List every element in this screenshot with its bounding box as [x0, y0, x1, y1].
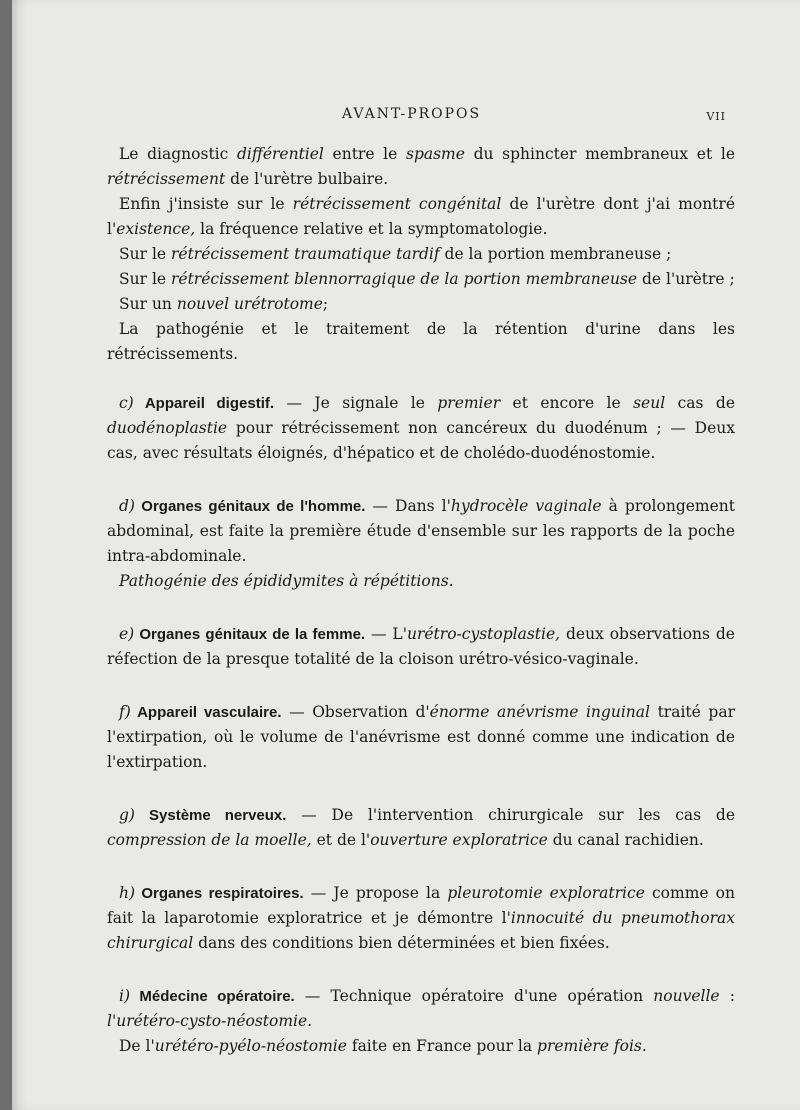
italic-run: énorme anévrisme inguinal	[429, 703, 650, 721]
italic-run: rétrécissement congénital	[292, 195, 502, 213]
italic-run: première fois.	[537, 1037, 647, 1055]
italic-run: nouvel urétrotome	[176, 295, 323, 313]
text-run: et encore le	[500, 394, 634, 412]
italic-run: seul	[633, 394, 666, 412]
text-run: cas de	[665, 394, 735, 412]
text-run: dans des conditions bien déterminées et bien fixées.	[193, 934, 610, 952]
section-h	[107, 881, 735, 956]
section-i	[107, 984, 735, 1034]
text-run: Sur le	[119, 245, 171, 263]
paragraph-urethrotome	[107, 292, 735, 317]
text-run: entre le	[323, 145, 406, 163]
italic-run: ouverture exploratrice	[370, 831, 548, 849]
section-c	[107, 391, 735, 466]
paragraph-epididymites	[107, 569, 735, 594]
text-run: de l'urètre bulbaire.	[225, 170, 389, 188]
section-g	[107, 803, 735, 853]
italic-run: rétrécissement traumatique tardif	[171, 245, 440, 263]
text-run: De l'	[119, 1037, 155, 1055]
italic-run: innocuité du pneumothorax chirurgical	[107, 909, 735, 952]
text-run: du sphincter membraneux et le	[464, 145, 735, 163]
section-letter: c)	[119, 394, 134, 412]
paragraph-pathogenie: La pathogénie et le traitement de la rétention d'urine dans les rétrécissements.	[107, 320, 735, 363]
text-run: — Dans l'	[365, 497, 451, 515]
section-letter: h)	[119, 884, 136, 902]
text-run: — Je signale le	[274, 394, 438, 412]
text-run: Sur un	[119, 295, 177, 313]
italic-run: urétro-cystoplastie,	[406, 625, 561, 643]
italic-run: l'urétéro-cysto-néostomie.	[107, 1012, 313, 1030]
section-heading: Appareil digestif.	[133, 395, 275, 412]
section-letter: i)	[119, 987, 131, 1005]
text-run: — Je propose la	[303, 884, 448, 902]
text-run: de la portion membraneuse ;	[439, 245, 672, 263]
section-e	[107, 622, 735, 672]
italic-run: pleurotomie exploratrice	[447, 884, 645, 902]
text-run: — De l'intervention chirurgicale sur les cas de	[286, 806, 735, 824]
paragraph-blennorragique	[107, 267, 735, 292]
text-run: faite en France pour la	[346, 1037, 538, 1055]
body-text	[107, 142, 735, 1059]
text-run: ;	[322, 295, 329, 313]
italic-run: duodénoplastie	[107, 419, 228, 437]
text-run: à prolongement abdominal, est faite la première étude d'ensemble sur les rapports de la poche intra-abdominale.	[107, 497, 736, 565]
section-letter: g)	[119, 806, 135, 824]
text-run: de l'urètre ;	[637, 270, 735, 288]
section-heading: Organes respiratoires.	[135, 885, 304, 902]
text-run: pour rétrécissement non cancéreux du duodénum ; — Deux cas, avec résultats éloignés, d'hépatico et de cholédo-duodénostomie.	[107, 419, 735, 462]
section-heading: Organes génitaux de la femme.	[134, 626, 366, 643]
section-f	[107, 700, 735, 775]
section-letter: f)	[119, 703, 131, 721]
text-run: de l'urètre dont j'ai montré l'	[107, 195, 735, 238]
paragraph-traumatique	[107, 242, 735, 267]
italic-run: premier	[437, 394, 501, 412]
section-letter: d)	[119, 497, 135, 515]
italic-run: nouvelle	[653, 987, 720, 1005]
text-run: — L'	[365, 625, 407, 643]
book-page	[12, 0, 800, 1110]
italic-run: spasme	[405, 145, 465, 163]
italic-run: hydrocèle vaginale	[450, 497, 602, 515]
text-run: Sur le	[119, 270, 171, 288]
italic-run: compression de la moelle,	[107, 831, 312, 849]
paragraph-pyelo-neostomie	[107, 1034, 735, 1059]
section-heading: Appareil vasculaire.	[130, 704, 282, 721]
text-run: la fréquence relative et la symptomatologie.	[195, 220, 548, 238]
section-heading: Système nerveux.	[134, 807, 287, 824]
text-run: Enfin j'insiste sur le	[119, 195, 293, 213]
running-title: AVANT-PROPOS	[342, 106, 482, 122]
italic-run: Pathogénie des épididymites à répétitions.	[119, 572, 454, 590]
text-run: — Technique opératoire d'une opération	[294, 987, 654, 1005]
text-run: et de l'	[311, 831, 371, 849]
text-run: :	[719, 987, 735, 1005]
italic-run: existence,	[116, 220, 196, 238]
italic-run: urétéro-pyélo-néostomie	[154, 1037, 347, 1055]
paragraph-congenital	[107, 192, 735, 242]
text-run: du canal rachidien.	[547, 831, 704, 849]
text-run: Le diagnostic	[119, 145, 237, 163]
text-run: — Observation d'	[281, 703, 430, 721]
italic-run: différentiel	[236, 145, 324, 163]
section-heading: Organes génitaux de l'homme.	[134, 498, 366, 515]
text-run: comme on fait la laparotomie exploratrice et je démontre l'	[107, 884, 735, 927]
section-d	[107, 494, 735, 569]
page-number: VII	[706, 110, 726, 123]
text-run: traité par l'extirpation, où le volume de l'anévrisme est donné comme une indication de l'extirpation.	[107, 703, 735, 771]
italic-run: rétrécissement	[107, 170, 226, 188]
italic-run: rétrécissement blennorragique de la portion membraneuse	[171, 270, 638, 288]
paragraph-diagnostic	[107, 142, 735, 192]
section-heading: Médecine opératoire.	[130, 988, 295, 1005]
text-run: deux observations de réfection de la presque totalité de la cloison urétro-vésico-vaginale.	[107, 625, 735, 668]
section-letter: e)	[119, 625, 135, 643]
